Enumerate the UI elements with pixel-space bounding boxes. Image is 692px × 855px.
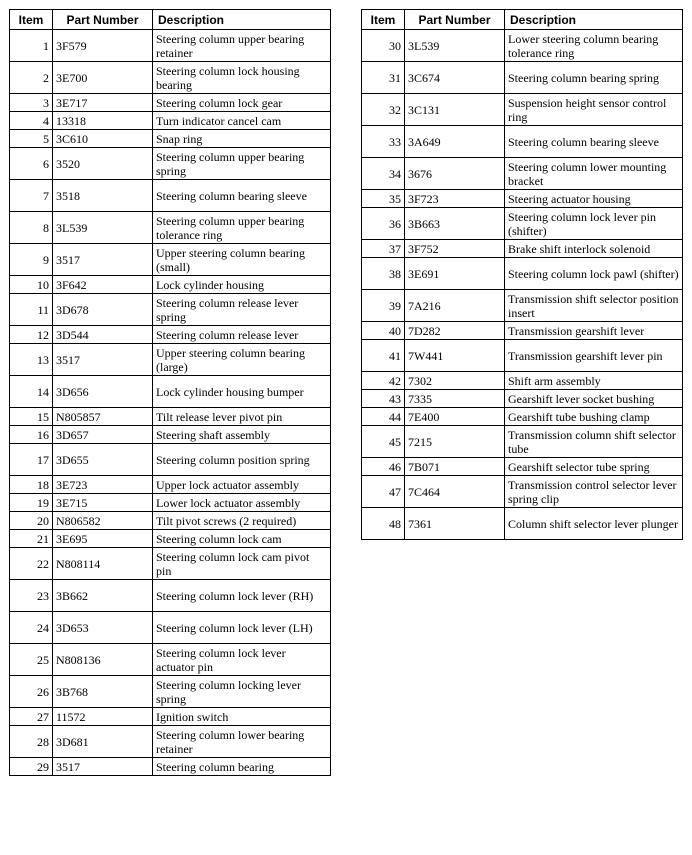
cell-item: 20 — [10, 512, 53, 530]
cell-part-number: N808114 — [53, 548, 153, 580]
cell-part-number: 7335 — [405, 390, 505, 408]
cell-item: 22 — [10, 548, 53, 580]
cell-item: 43 — [362, 390, 405, 408]
cell-description: Transmission column shift selector tube — [505, 426, 683, 458]
cell-description: Steering column lock housing bearing — [153, 62, 331, 94]
header-item: Item — [362, 10, 405, 30]
header-item: Item — [10, 10, 53, 30]
cell-description: Lock cylinder housing bumper — [153, 376, 331, 408]
cell-part-number: N805857 — [53, 408, 153, 426]
cell-description: Suspension height sensor control ring — [505, 94, 683, 126]
cell-description: Upper steering column bearing (large) — [153, 344, 331, 376]
cell-part-number: 3D678 — [53, 294, 153, 326]
cell-item: 40 — [362, 322, 405, 340]
table-row — [362, 322, 683, 340]
cell-part-number: 3L539 — [405, 30, 505, 62]
cell-part-number: 3E715 — [53, 494, 153, 512]
cell-description: Steering column upper bearing tolerance ring — [153, 212, 331, 244]
cell-part-number: 3E695 — [53, 530, 153, 548]
cell-item: 24 — [10, 612, 53, 644]
table-row — [10, 408, 331, 426]
cell-item: 31 — [362, 62, 405, 94]
cell-description: Brake shift interlock solenoid — [505, 240, 683, 258]
table-row — [10, 512, 331, 530]
cell-part-number: 3676 — [405, 158, 505, 190]
table-row — [362, 426, 683, 458]
cell-part-number: 3517 — [53, 758, 153, 776]
cell-description: Lock cylinder housing — [153, 276, 331, 294]
cell-item: 32 — [362, 94, 405, 126]
cell-item: 30 — [362, 30, 405, 62]
table-row — [362, 158, 683, 190]
cell-part-number: 3517 — [53, 344, 153, 376]
cell-description: Steering column lock lever (LH) — [153, 612, 331, 644]
table-row — [10, 326, 331, 344]
table-row — [10, 530, 331, 548]
cell-part-number: 7302 — [405, 372, 505, 390]
cell-item: 3 — [10, 94, 53, 112]
table-row — [362, 408, 683, 426]
table-row — [362, 390, 683, 408]
cell-part-number: 7361 — [405, 508, 505, 540]
cell-description: Steering actuator housing — [505, 190, 683, 208]
header-part-number: Part Number — [53, 10, 153, 30]
cell-item: 33 — [362, 126, 405, 158]
cell-item: 46 — [362, 458, 405, 476]
cell-part-number: 3F752 — [405, 240, 505, 258]
table-row — [10, 276, 331, 294]
table-row — [10, 180, 331, 212]
cell-description: Steering column lower bearing retainer — [153, 726, 331, 758]
cell-item: 35 — [362, 190, 405, 208]
cell-description: Lower lock actuator assembly — [153, 494, 331, 512]
cell-description: Snap ring — [153, 130, 331, 148]
table-row — [362, 258, 683, 290]
cell-item: 25 — [10, 644, 53, 676]
cell-part-number: 3B663 — [405, 208, 505, 240]
cell-part-number: 3D657 — [53, 426, 153, 444]
table-row — [10, 612, 331, 644]
cell-item: 48 — [362, 508, 405, 540]
cell-part-number: 3C674 — [405, 62, 505, 94]
cell-item: 45 — [362, 426, 405, 458]
cell-part-number: N806582 — [53, 512, 153, 530]
header-description: Description — [505, 10, 683, 30]
table-row — [10, 708, 331, 726]
cell-part-number: 7215 — [405, 426, 505, 458]
header-row — [10, 10, 331, 30]
cell-item: 12 — [10, 326, 53, 344]
cell-part-number: 3E700 — [53, 62, 153, 94]
cell-part-number: 3518 — [53, 180, 153, 212]
cell-description: Steering column bearing sleeve — [505, 126, 683, 158]
cell-item: 34 — [362, 158, 405, 190]
cell-description: Steering column release lever — [153, 326, 331, 344]
cell-part-number: 3D656 — [53, 376, 153, 408]
cell-item: 5 — [10, 130, 53, 148]
cell-item: 17 — [10, 444, 53, 476]
header-row — [362, 10, 683, 30]
table-row — [362, 458, 683, 476]
cell-item: 10 — [10, 276, 53, 294]
cell-part-number: 3F642 — [53, 276, 153, 294]
table-row — [10, 212, 331, 244]
cell-item: 41 — [362, 340, 405, 372]
table-row — [362, 30, 683, 62]
cell-description: Tilt release lever pivot pin — [153, 408, 331, 426]
cell-part-number: 7W441 — [405, 340, 505, 372]
parts-table-right — [361, 9, 683, 540]
cell-item: 4 — [10, 112, 53, 130]
cell-item: 39 — [362, 290, 405, 322]
cell-item: 19 — [10, 494, 53, 512]
table-row — [10, 426, 331, 444]
cell-description: Steering column lock cam pivot pin — [153, 548, 331, 580]
cell-description: Steering column position spring — [153, 444, 331, 476]
cell-part-number: 7C464 — [405, 476, 505, 508]
cell-part-number: 7A216 — [405, 290, 505, 322]
table-row — [10, 130, 331, 148]
cell-description: Steering column bearing — [153, 758, 331, 776]
cell-item: 27 — [10, 708, 53, 726]
cell-item: 9 — [10, 244, 53, 276]
cell-part-number: 3F723 — [405, 190, 505, 208]
cell-description: Transmission gearshift lever pin — [505, 340, 683, 372]
cell-item: 16 — [10, 426, 53, 444]
table-row — [10, 476, 331, 494]
cell-item: 42 — [362, 372, 405, 390]
cell-item: 28 — [10, 726, 53, 758]
cell-description: Steering column lock lever (RH) — [153, 580, 331, 612]
cell-part-number: 3B768 — [53, 676, 153, 708]
cell-item: 23 — [10, 580, 53, 612]
table-row — [362, 290, 683, 322]
cell-part-number: 3E691 — [405, 258, 505, 290]
table-row — [10, 726, 331, 758]
table-row — [10, 644, 331, 676]
cell-part-number: 3B662 — [53, 580, 153, 612]
table-row — [10, 244, 331, 276]
cell-description: Steering column locking lever spring — [153, 676, 331, 708]
cell-description: Ignition switch — [153, 708, 331, 726]
cell-description: Steering column bearing spring — [505, 62, 683, 94]
table-row — [10, 548, 331, 580]
cell-item: 21 — [10, 530, 53, 548]
table-row — [10, 676, 331, 708]
cell-item: 7 — [10, 180, 53, 212]
table-row — [10, 94, 331, 112]
cell-item: 36 — [362, 208, 405, 240]
cell-description: Lower steering column bearing tolerance ring — [505, 30, 683, 62]
cell-item: 6 — [10, 148, 53, 180]
cell-description: Steering column upper bearing spring — [153, 148, 331, 180]
cell-description: Steering column lock pawl (shifter) — [505, 258, 683, 290]
cell-part-number: 3D681 — [53, 726, 153, 758]
cell-item: 13 — [10, 344, 53, 376]
cell-item: 8 — [10, 212, 53, 244]
cell-description: Steering column lock lever actuator pin — [153, 644, 331, 676]
table-row — [362, 476, 683, 508]
cell-part-number: 3C131 — [405, 94, 505, 126]
cell-description: Upper lock actuator assembly — [153, 476, 331, 494]
table-row — [10, 580, 331, 612]
cell-part-number: 7E400 — [405, 408, 505, 426]
cell-description: Gearshift tube bushing clamp — [505, 408, 683, 426]
table-row — [10, 112, 331, 130]
cell-item: 26 — [10, 676, 53, 708]
parts-table-left — [9, 9, 331, 776]
table-row — [362, 372, 683, 390]
cell-description: Column shift selector lever plunger — [505, 508, 683, 540]
cell-part-number: 7D282 — [405, 322, 505, 340]
cell-description: Shift arm assembly — [505, 372, 683, 390]
cell-part-number: 3C610 — [53, 130, 153, 148]
table-row — [10, 494, 331, 512]
table-row — [10, 30, 331, 62]
cell-part-number: 3A649 — [405, 126, 505, 158]
table-row — [10, 62, 331, 94]
table-row — [362, 240, 683, 258]
cell-item: 14 — [10, 376, 53, 408]
table-body-right — [362, 30, 683, 540]
cell-description: Steering column lower mounting bracket — [505, 158, 683, 190]
cell-part-number: 3E717 — [53, 94, 153, 112]
cell-part-number: 3D655 — [53, 444, 153, 476]
cell-description: Steering column release lever spring — [153, 294, 331, 326]
table-row — [362, 126, 683, 158]
cell-part-number: 13318 — [53, 112, 153, 130]
cell-item: 11 — [10, 294, 53, 326]
cell-description: Steering shaft assembly — [153, 426, 331, 444]
cell-part-number: 3520 — [53, 148, 153, 180]
table-row — [10, 148, 331, 180]
cell-item: 47 — [362, 476, 405, 508]
cell-description: Steering column upper bearing retainer — [153, 30, 331, 62]
cell-part-number: 3E723 — [53, 476, 153, 494]
cell-part-number: N808136 — [53, 644, 153, 676]
cell-description: Turn indicator cancel cam — [153, 112, 331, 130]
cell-description: Gearshift selector tube spring — [505, 458, 683, 476]
cell-description: Steering column lock lever pin (shifter) — [505, 208, 683, 240]
cell-description: Transmission gearshift lever — [505, 322, 683, 340]
table-row — [10, 344, 331, 376]
cell-item: 18 — [10, 476, 53, 494]
cell-item: 29 — [10, 758, 53, 776]
table-row — [10, 444, 331, 476]
table-row — [362, 340, 683, 372]
cell-item: 38 — [362, 258, 405, 290]
cell-part-number: 11572 — [53, 708, 153, 726]
cell-description: Steering column bearing sleeve — [153, 180, 331, 212]
cell-part-number: 3F579 — [53, 30, 153, 62]
cell-part-number: 3517 — [53, 244, 153, 276]
cell-part-number: 7B071 — [405, 458, 505, 476]
cell-part-number: 3D653 — [53, 612, 153, 644]
table-row — [362, 508, 683, 540]
cell-item: 1 — [10, 30, 53, 62]
header-part-number: Part Number — [405, 10, 505, 30]
cell-description: Transmission shift selector position insert — [505, 290, 683, 322]
cell-item: 44 — [362, 408, 405, 426]
table-row — [362, 190, 683, 208]
cell-part-number: 3D544 — [53, 326, 153, 344]
cell-description: Steering column lock gear — [153, 94, 331, 112]
cell-item: 37 — [362, 240, 405, 258]
table-row — [10, 758, 331, 776]
cell-item: 15 — [10, 408, 53, 426]
cell-part-number: 3L539 — [53, 212, 153, 244]
cell-description: Tilt pivot screws (2 required) — [153, 512, 331, 530]
table-row — [10, 376, 331, 408]
table-row — [362, 62, 683, 94]
cell-description: Steering column lock cam — [153, 530, 331, 548]
cell-description: Transmission control selector lever spring clip — [505, 476, 683, 508]
table-body-left — [10, 30, 331, 776]
cell-description: Upper steering column bearing (small) — [153, 244, 331, 276]
cell-item: 2 — [10, 62, 53, 94]
table-row — [10, 294, 331, 326]
cell-description: Gearshift lever socket bushing — [505, 390, 683, 408]
table-row — [362, 94, 683, 126]
header-description: Description — [153, 10, 331, 30]
table-row — [362, 208, 683, 240]
